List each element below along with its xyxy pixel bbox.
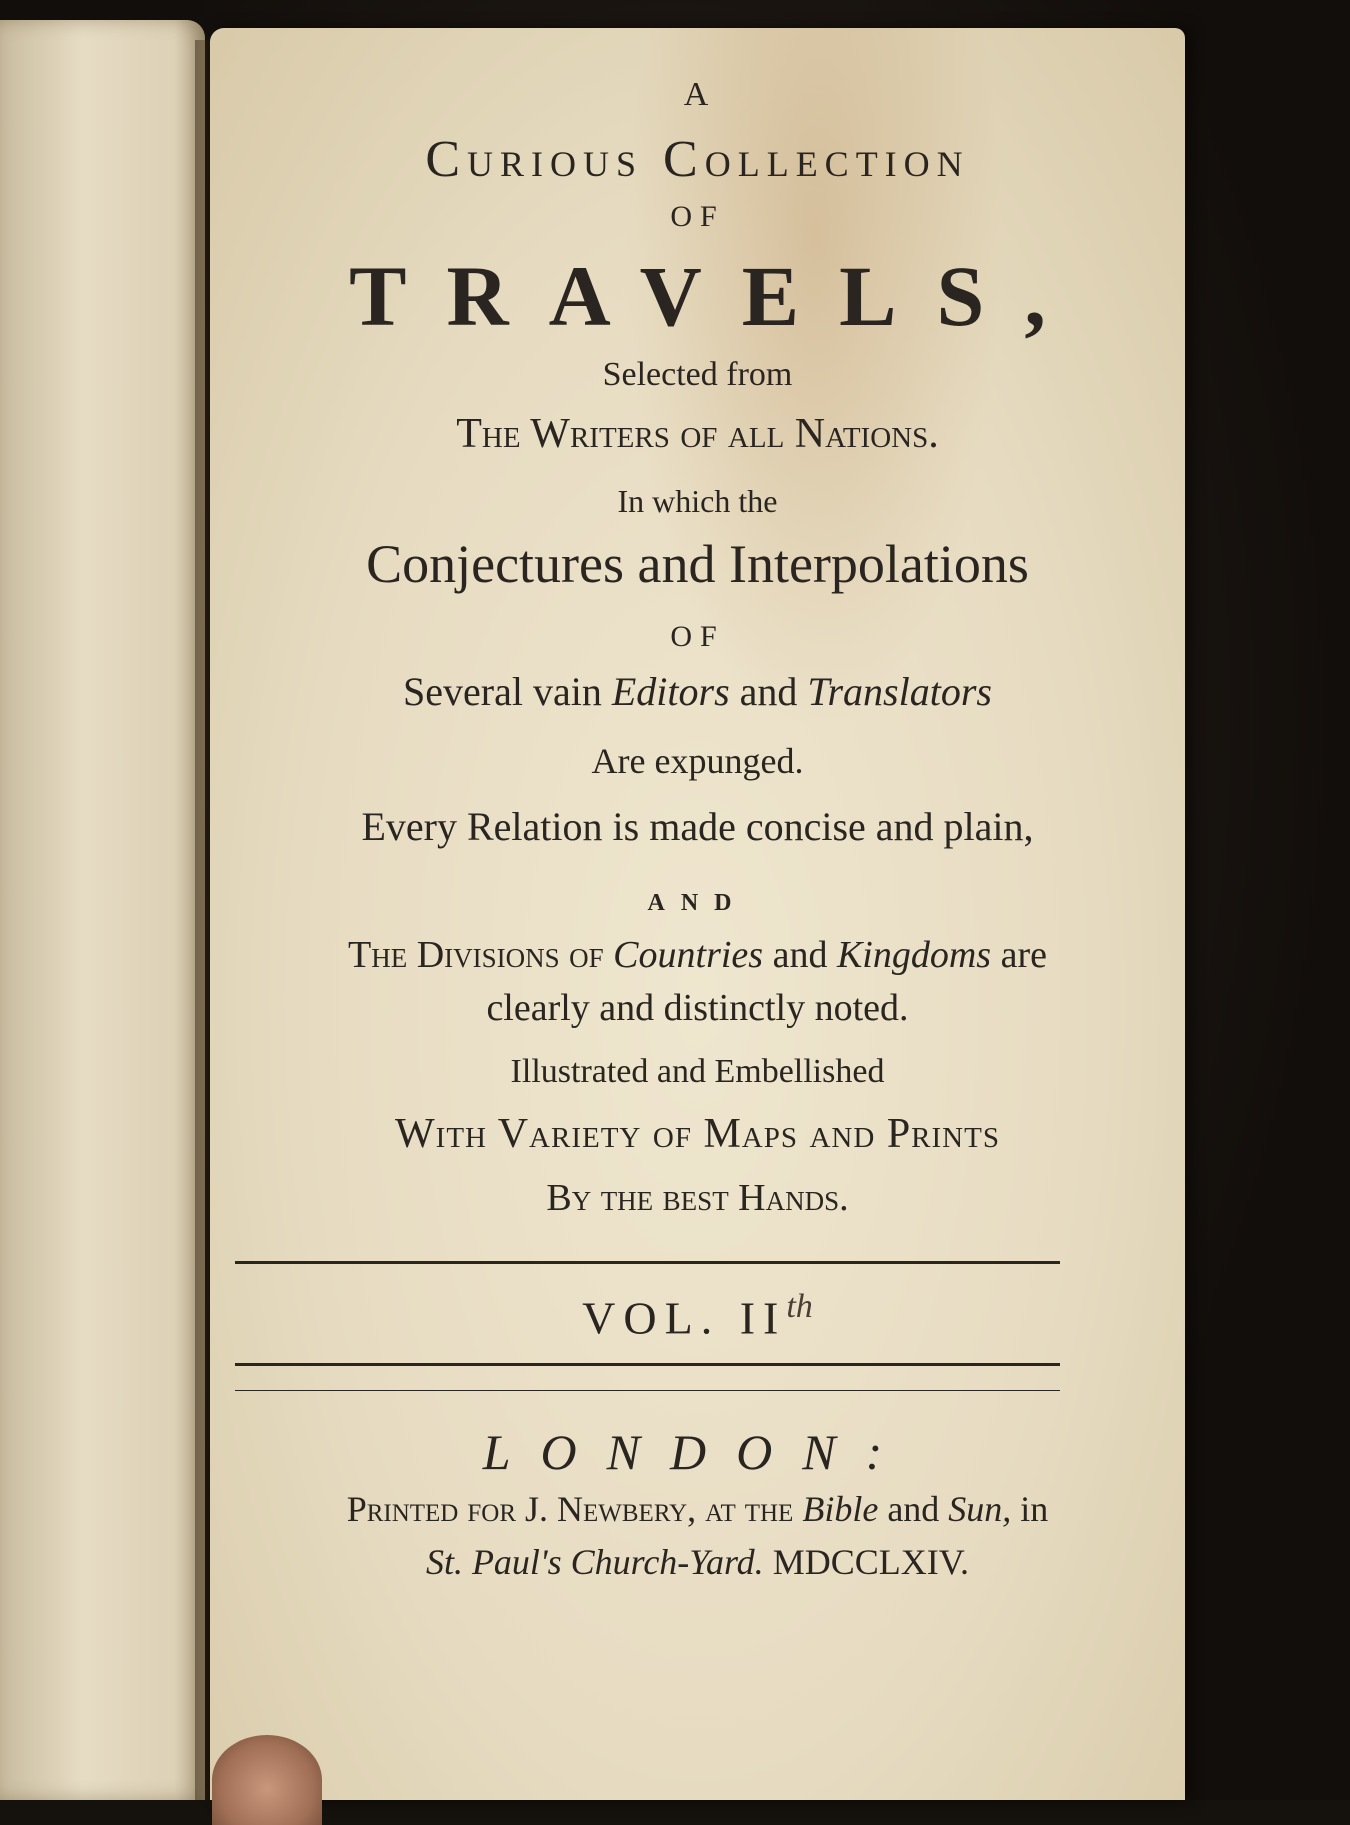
imprint-city: LONDON: — [482, 1424, 913, 1480]
imprint-year: MDCCLXIV. — [763, 1542, 970, 1582]
subtitle-several-editors — [210, 668, 1185, 715]
title-travels: TRAVELS, — [349, 248, 1086, 344]
subtitle-divisions — [210, 933, 1185, 977]
subtitle-maps-prints: With Variety of Maps and Prints — [395, 1111, 1000, 1157]
translators-word: Translators — [807, 669, 992, 714]
subtitle-and: AND — [647, 890, 748, 916]
subtitle-every-relation: Every Relation is made concise and plain, — [361, 804, 1034, 849]
several-and: and — [729, 669, 808, 714]
volume-label — [210, 1288, 1185, 1344]
subtitle-clearly-noted: clearly and distinctly noted. — [486, 987, 909, 1029]
printed-text: Printed for J. Newbery, at the — [346, 1489, 803, 1529]
subtitle-in-which: In which the — [617, 483, 778, 519]
bible-word: Bible — [802, 1489, 879, 1529]
subtitle-expunged: Are expunged. — [591, 741, 804, 781]
subtitle-of-2: OF — [670, 620, 725, 653]
rule-bottom — [235, 1363, 1060, 1366]
subtitle-selected-from: Selected from — [602, 356, 793, 393]
subtitle-writers: The Writers of all Nations. — [456, 411, 939, 457]
divisions-and: and — [763, 934, 837, 976]
several-text: Several vain — [403, 669, 612, 714]
subtitle-illustrated: Illustrated and Embellished — [510, 1053, 885, 1090]
divisions-text: The Divisions of — [348, 934, 614, 976]
subtitle-best-hands: By the best Hands. — [546, 1177, 849, 1219]
thumb — [212, 1735, 322, 1825]
countries-word: Countries — [613, 934, 764, 976]
imprint-address — [210, 1541, 1185, 1583]
title-of-1: OF — [670, 200, 725, 233]
rule-top — [235, 1261, 1060, 1264]
imprint-and: and — [878, 1489, 949, 1529]
facing-page — [0, 20, 205, 1800]
volume-number: VOL. II — [582, 1292, 787, 1344]
title-article: A — [683, 76, 712, 113]
church-yard: St. Paul's Church-Yard. — [425, 1542, 764, 1582]
imprint-printer — [210, 1488, 1185, 1530]
imprint-in: in — [1011, 1489, 1049, 1529]
title-curious-collection: Curious Collection — [425, 131, 970, 188]
subtitle-conjectures: Conjectures and Interpolations — [366, 534, 1029, 594]
volume-handwritten-note: th — [786, 1288, 813, 1325]
rule-bottom-thin — [235, 1390, 1060, 1391]
sun-word: Sun, — [948, 1489, 1012, 1529]
divisions-are: are — [991, 934, 1047, 976]
kingdoms-word: Kingdoms — [836, 934, 992, 976]
editors-word: Editors — [611, 669, 730, 714]
title-page — [210, 28, 1185, 1800]
